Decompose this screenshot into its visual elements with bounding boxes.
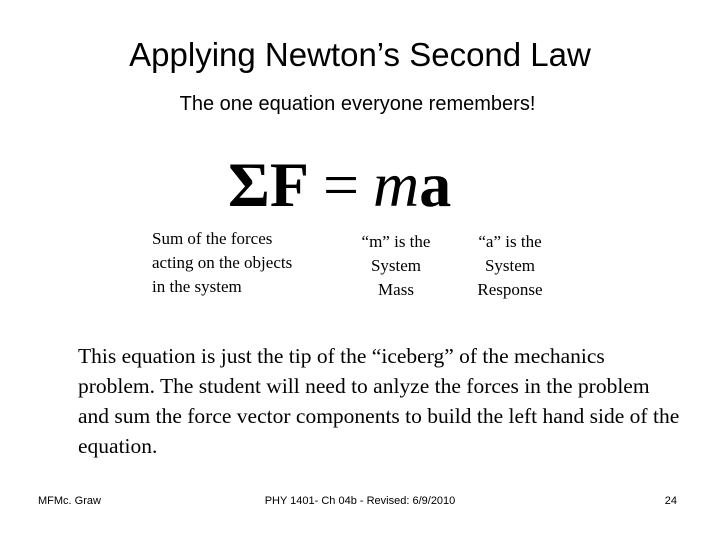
footer-course: PHY 1401- Ch 04b - Revised: 6/9/2010 — [264, 495, 456, 507]
note-line: System — [484, 256, 536, 275]
sum-of-forces-note — [152, 227, 327, 299]
mass-symbol: m — [373, 149, 420, 220]
note-line: System — [370, 256, 422, 275]
note-line: “m” is the — [361, 232, 431, 251]
slide-title: Applying Newton’s Second Law — [129, 36, 591, 73]
acceleration-symbol: a — [419, 149, 452, 220]
sigma-symbol: Σ — [228, 149, 270, 220]
force-symbol: F — [269, 149, 309, 220]
footer-author: MFMc. Graw — [38, 495, 101, 507]
body-paragraph: This equation is just the tip of the “iceberg” of the mechanics problem. The student will need to anlyze the forces in the problem and sum the force vector components to build the left hand side of the equation. — [78, 344, 680, 458]
note-line: in the system — [152, 277, 242, 296]
equals-symbol: = — [322, 149, 360, 220]
note-line: “a” is the — [478, 232, 542, 251]
note-line: Mass — [378, 280, 414, 299]
footer-page-number: 24 — [664, 495, 677, 507]
note-line: acting on the objects — [152, 253, 293, 272]
slide-subtitle: The one equation everyone remembers! — [179, 93, 536, 115]
newton-equation — [228, 150, 451, 220]
acceleration-note — [462, 230, 558, 302]
mass-note — [346, 230, 446, 302]
note-line: Sum of the forces — [152, 229, 273, 248]
note-line: Response — [477, 280, 543, 299]
